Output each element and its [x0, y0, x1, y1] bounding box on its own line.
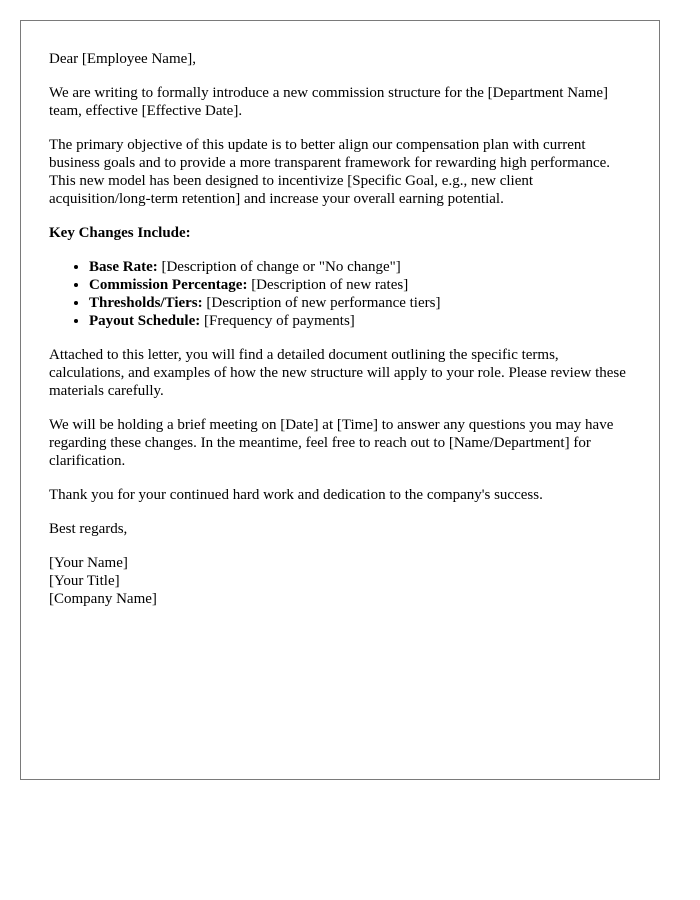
meeting-paragraph: We will be holding a brief meeting on [Date] at [Time] to answer any questions you may have regarding these changes. In the meantime, feel free to reach out to [Name/Department] for clarification.	[49, 417, 614, 469]
objective-paragraph: The primary objective of this update is to better align our compensation plan with current business goals and to provide a more transparent framework for rewarding high performance. This new model has been designed to incentivize [Specific Goal, e.g., new client acquisition/long-term retention] and increase your overall earning potential.	[49, 137, 611, 207]
intro-paragraph: We are writing to formally introduce a new commission structure for the [Department Name] team, effective [Effective Date].	[49, 85, 609, 119]
closing: Best regards,	[49, 521, 128, 537]
signature-company: [Company Name]	[49, 591, 157, 607]
list-item	[89, 312, 631, 330]
attachment-paragraph: Attached to this letter, you will find a detailed document outlining the specific terms, calculations, and examples of how the new structure will apply to your role. Please review these materials carefully.	[49, 347, 626, 399]
change-text: [Frequency of payments]	[204, 313, 355, 329]
change-text: [Description of new performance tiers]	[206, 295, 441, 311]
change-label: Thresholds/Tiers:	[89, 295, 203, 311]
signature-title: [Your Title]	[49, 573, 120, 589]
signature-block	[49, 554, 631, 608]
change-label: Payout Schedule:	[89, 313, 201, 329]
letter-page	[20, 20, 660, 780]
key-changes-heading: Key Changes Include:	[49, 225, 191, 241]
change-label: Commission Percentage:	[89, 277, 248, 293]
thanks-paragraph: Thank you for your continued hard work and dedication to the company's success.	[49, 487, 543, 503]
list-item	[89, 276, 631, 294]
change-label: Base Rate:	[89, 259, 158, 275]
list-item	[89, 294, 631, 312]
list-item	[89, 258, 631, 276]
greeting: Dear [Employee Name],	[49, 51, 197, 67]
signature-name: [Your Name]	[49, 555, 128, 571]
key-changes-list	[49, 258, 631, 330]
change-text: [Description of new rates]	[251, 277, 409, 293]
change-text: [Description of change or "No change"]	[161, 259, 401, 275]
